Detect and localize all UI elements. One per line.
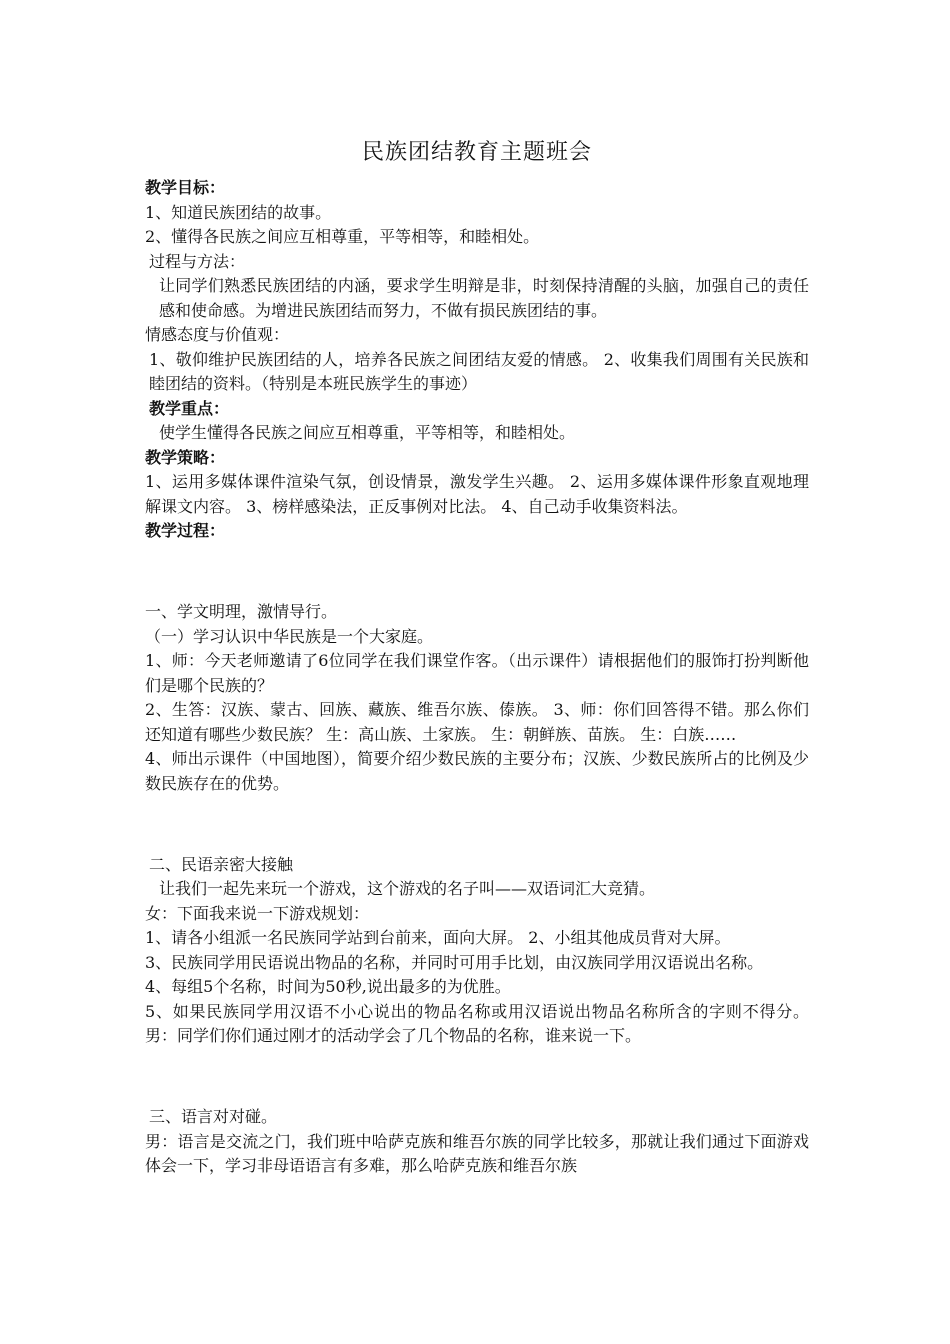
paragraph: 二、民语亲密大接触 <box>149 854 294 874</box>
paragraph: 让同学们熟悉民族团结的内涵，要求学生明辩是非，时刻保持清醒的头脑，加强自己的责任感和使命感。为增进民族团结而努力，不做有损民族团结的事。 <box>159 276 809 320</box>
blank-line <box>145 812 809 837</box>
paragraph: 4、师出示课件（中国地图），简要介绍少数民族的主要分布；汉族、少数民族所占的比例及少数民族存在的优势。 <box>145 749 809 793</box>
paragraph: 情感态度与价值观： <box>145 325 290 344</box>
paragraph: 1、师：今天老师邀请了6位同学在我们课堂作客。（出示课件）请根据他们的服饰打扮判断他们是哪个民族的？ <box>145 651 809 695</box>
paragraph: 1、知道民族团结的故事。 <box>145 202 332 222</box>
paragraph: 5、如果民族同学用汉语不小心说出的物品名称或用汉语说出物品名称所含的字则不得分。 男：同学们你们通过刚才的活动学会了几个物品的名称，谁来说一下。 <box>145 1001 809 1045</box>
paragraph: 1、敬仰维护民族团结的人，培养各民族之间团结友爱的情感。 2、收集我们周围有关民族和睦团结的资料。（特别是本班民族学生的事迹） <box>149 349 809 393</box>
document-title: 民族团结教育主题班会 <box>361 140 592 165</box>
paragraph: 让我们一起先来玩一个游戏，这个游戏的名子叫——双语词汇大竞猜。 <box>159 879 656 898</box>
paragraph: 女：下面我来说一下游戏规划： <box>145 903 370 923</box>
blank-line <box>145 560 809 585</box>
section-heading: 教学过程： <box>145 521 226 540</box>
paragraph: 2、生答：汉族、蒙古、回族、藏族、维吾尔族、傣族。 3、师：你们回答得不错。那么你们还知道有哪些少数民族？ 生：高山族、土家族。 生：朝鲜族、苗族。 生：白族…… <box>145 700 809 744</box>
paragraph: 1、运用多媒体课件渲染气氛，创设情景，激发学生兴趣。 2、运用多媒体课件形象直观地理解课文内容。 3、榜样感染法，正反事例对比法。 4、自己动手收集资料法。 <box>145 472 809 516</box>
paragraph: （一）学习认识中华民族是一个大家庭。 <box>145 626 434 646</box>
paragraph: 2、懂得各民族之间应互相尊重，平等相等，和睦相处。 <box>145 227 540 246</box>
document-body <box>145 176 809 1179</box>
paragraph: 1、请各小组派一名民族同学站到台前来，面向大屏。 2、小组其他成员背对大屏。 <box>145 928 731 947</box>
section-heading: 教学策略： <box>145 447 226 467</box>
paragraph: 一、学文明理，激情导行。 <box>145 602 338 621</box>
paragraph: 过程与方法： <box>149 251 246 271</box>
document-page <box>145 136 809 1179</box>
section-heading: 教学重点： <box>149 398 230 418</box>
paragraph: 3、民族同学用民语说出物品的名称，并同时可用手比划，由汉族同学用汉语说出名称。 <box>145 952 764 972</box>
paragraph: 男：语言是交流之门，我们班中哈萨克族和维吾尔族的同学比较多，那就让我们通过下面游戏体会一下，学习非母语语言有多难，那么哈萨克族和维吾尔族 <box>145 1131 809 1175</box>
paragraph: 4、每组5个名称，时间为50秒,说出最多的为优胜。 <box>145 977 511 996</box>
paragraph: 三、语言对对碰。 <box>149 1107 278 1126</box>
section-heading: 教学目标： <box>145 178 226 197</box>
paragraph: 使学生懂得各民族之间应互相尊重，平等相等，和睦相处。 <box>159 423 576 442</box>
blank-line <box>145 1065 809 1090</box>
